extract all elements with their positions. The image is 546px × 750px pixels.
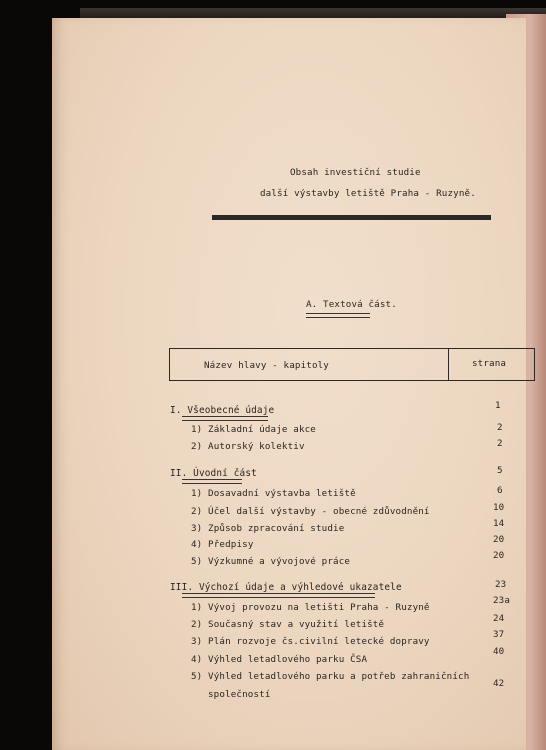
document-page — [52, 18, 526, 750]
toc-item: 1) Dosavadní výstavba letiště — [191, 488, 356, 499]
toc-item-page: 10 — [493, 502, 505, 513]
section-underline — [182, 416, 268, 421]
section-page: 5 — [497, 465, 503, 476]
toc-item: 4) Předpisy — [191, 539, 254, 550]
title-rule — [212, 215, 491, 220]
toc-item-page: 40 — [493, 646, 505, 657]
toc-item: 2) Účel další výstavby - obecné zdůvodnění — [191, 506, 430, 517]
toc-item: 1) Vývoj provozu na letišti Praha - Ruzyně — [191, 602, 430, 613]
toc-item: 3) Plán rozvoje čs.civilní letecké dopravy — [191, 636, 430, 647]
toc-item-page: 37 — [493, 629, 505, 640]
part-heading: A. Textová část. — [306, 299, 397, 310]
toc-item-page: 20 — [493, 534, 505, 545]
section-title: I. Všeobecné údaje — [170, 405, 275, 416]
header-page-label: strana — [472, 358, 507, 369]
section-page: 1 — [495, 400, 501, 411]
toc-item-page: 23a — [493, 595, 511, 606]
toc-item-page: 42 — [493, 678, 505, 689]
title-line-1: Obsah investiční studie — [290, 167, 421, 178]
table-header — [169, 348, 535, 381]
section-title: III. Výchozí údaje a výhledové ukazatele — [170, 582, 402, 593]
section-underline — [182, 479, 242, 484]
toc-item: 1) Základní údaje akce — [191, 424, 316, 435]
header-separator — [448, 349, 449, 380]
toc-item-page: 2 — [497, 422, 503, 433]
toc-item-page: 24 — [493, 613, 505, 624]
title-line-2: další výstavby letiště Praha - Ruzyně. — [260, 188, 476, 199]
toc-item: 2) Současný stav a využití letiště — [191, 619, 385, 630]
toc-item-continuation: společností — [208, 689, 271, 700]
toc-item: 5) Výhled letadlového parku a potřeb zahraničních — [191, 671, 470, 682]
toc-item-page: 20 — [493, 550, 505, 561]
toc-item-page: 2 — [497, 438, 503, 449]
toc-item: 5) Výzkumné a vývojové práce — [191, 556, 351, 567]
section-underline — [182, 593, 375, 598]
section-title: II. Úvodní část — [170, 468, 257, 479]
part-heading-underline — [306, 313, 370, 318]
section-page: 23 — [495, 579, 507, 590]
toc-item-page: 14 — [493, 518, 505, 529]
header-chapter-title: Název hlavy - kapitoly — [204, 360, 329, 371]
toc-item: 2) Autorský kolektiv — [191, 441, 305, 452]
toc-item: 4) Výhled letadlového parku ČSA — [191, 654, 368, 665]
toc-item-page: 6 — [497, 485, 503, 496]
toc-item: 3) Způsob zpracování studie — [191, 523, 345, 534]
